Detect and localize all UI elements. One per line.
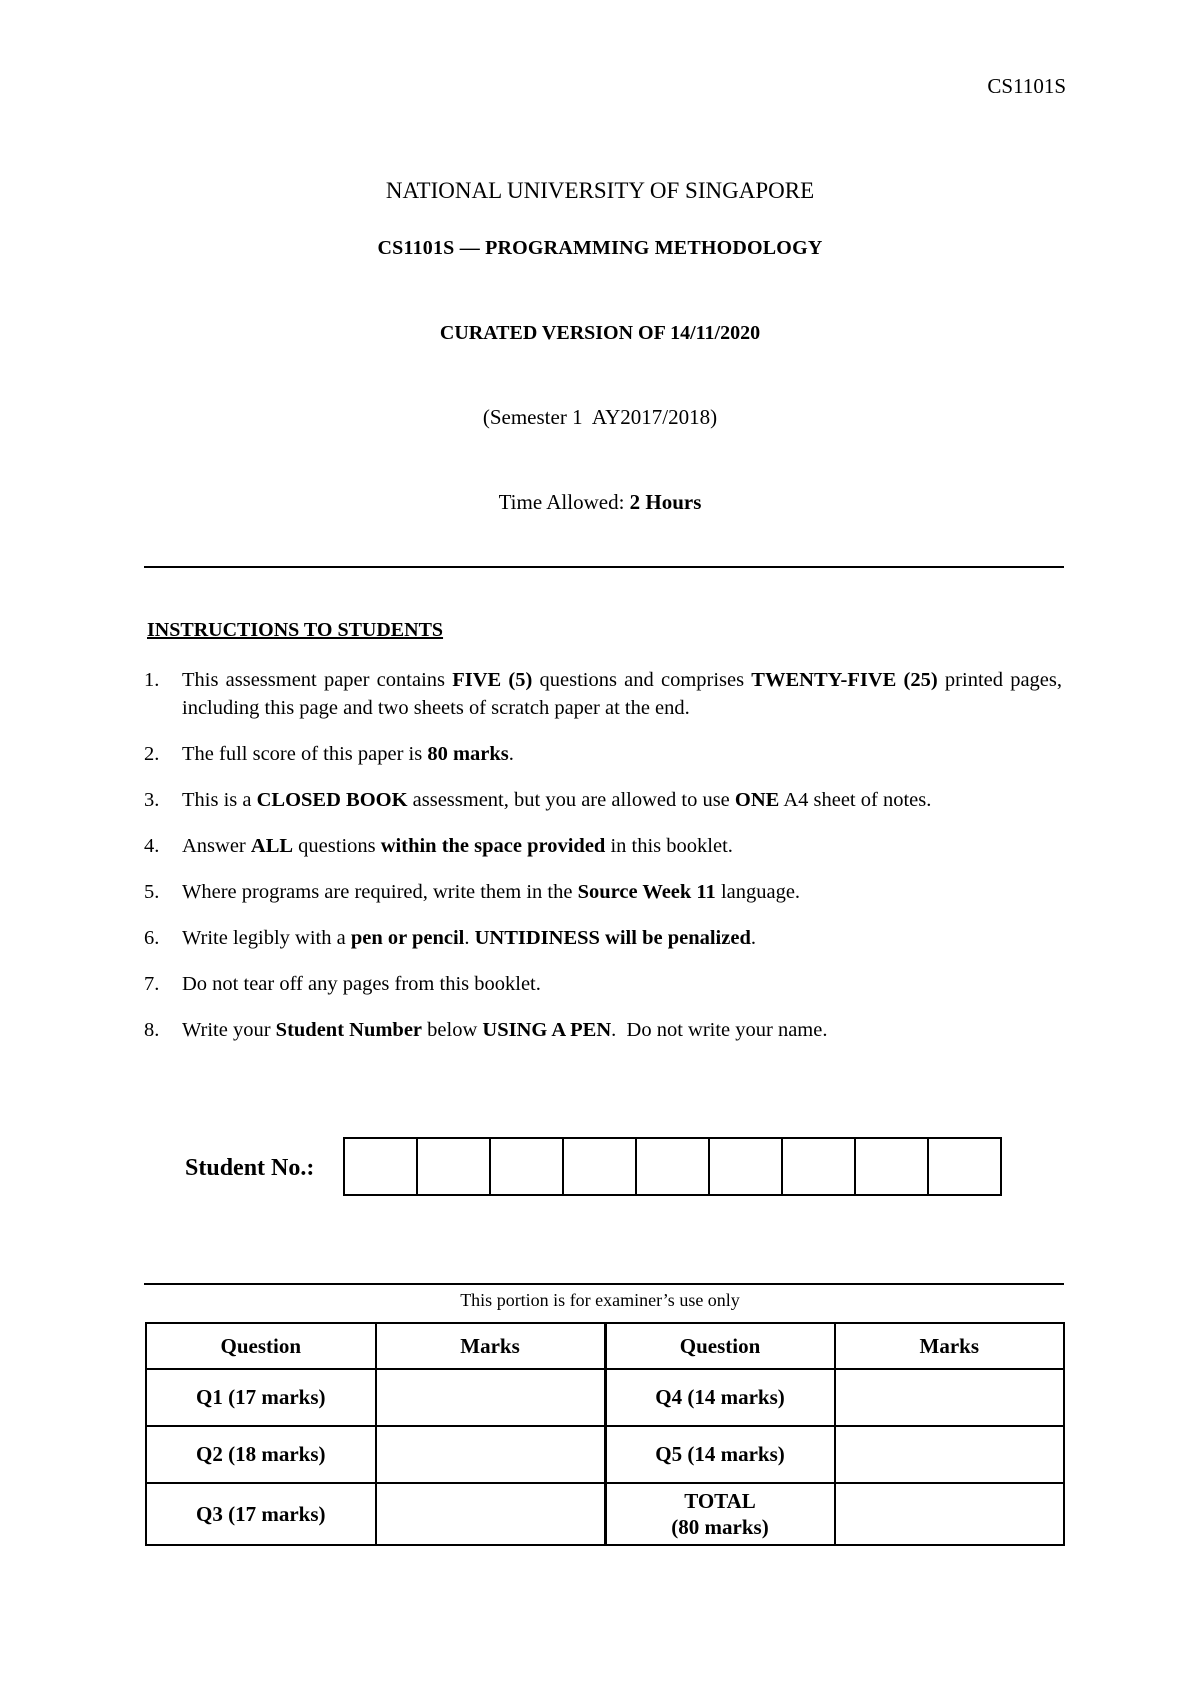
divider bbox=[144, 1283, 1064, 1285]
university-title: NATIONAL UNIVERSITY OF SINGAPORE bbox=[385, 178, 815, 203]
semester-line: (Semester 1 AY2017/2018) bbox=[482, 405, 718, 429]
instruction-item bbox=[144, 878, 1062, 906]
student-number-digit-box[interactable] bbox=[637, 1139, 710, 1194]
instruction-item bbox=[144, 924, 1062, 952]
header-marks: Marks bbox=[376, 1323, 606, 1369]
student-number-label: Student No.: bbox=[185, 1155, 315, 1181]
instruction-text: . Do not write your name. bbox=[611, 1019, 828, 1041]
instruction-text: . bbox=[750, 927, 756, 949]
instruction-item bbox=[144, 666, 1068, 722]
question-q3: Q3 (17 marks) bbox=[146, 1483, 376, 1545]
time-allowed-value: 2 Hours bbox=[629, 490, 702, 514]
student-number-digit-box[interactable] bbox=[418, 1139, 491, 1194]
student-number-digit-box[interactable] bbox=[491, 1139, 564, 1194]
total-label bbox=[605, 1483, 835, 1545]
question-q2: Q2 (18 marks) bbox=[146, 1426, 376, 1483]
instructions-heading: INSTRUCTIONS TO STUDENTS bbox=[147, 619, 444, 641]
instruction-text: assessment, but you are allowed to use bbox=[407, 789, 735, 811]
instruction-emphasis: TWENTY-FIVE (25) bbox=[751, 669, 938, 691]
instruction-text: The full score of this paper is bbox=[182, 743, 428, 765]
instruction-item bbox=[144, 1016, 1062, 1044]
instruction-number: 1. bbox=[144, 669, 160, 691]
student-number-digit-box[interactable] bbox=[564, 1139, 637, 1194]
instruction-emphasis: USING A PEN bbox=[482, 1019, 612, 1041]
marks-cell-q2 bbox=[376, 1426, 606, 1483]
instruction-emphasis: Source Week 11 bbox=[577, 881, 716, 903]
marks-cell-q1 bbox=[376, 1369, 606, 1426]
instruction-text: questions bbox=[293, 835, 381, 857]
student-number-boxes[interactable] bbox=[343, 1137, 1002, 1196]
instruction-item bbox=[144, 970, 1062, 998]
instruction-text: This assessment paper contains bbox=[182, 669, 453, 691]
instruction-emphasis: 80 marks bbox=[427, 743, 509, 765]
instruction-text: below bbox=[422, 1019, 483, 1041]
instruction-number: 5. bbox=[144, 881, 160, 903]
divider bbox=[144, 566, 1064, 568]
instruction-emphasis: CLOSED BOOK bbox=[256, 789, 408, 811]
marks-cell-q3 bbox=[376, 1483, 606, 1545]
time-allowed bbox=[0, 490, 1200, 515]
table-row bbox=[146, 1426, 1064, 1483]
instruction-text: A4 sheet of notes. bbox=[779, 789, 932, 811]
instruction-emphasis: ALL bbox=[250, 835, 294, 857]
instruction-text: Do not tear off any pages from this booklet. bbox=[182, 973, 541, 995]
table-header-row bbox=[146, 1323, 1064, 1369]
total-label-line1: TOTAL bbox=[684, 1489, 756, 1513]
instruction-item bbox=[144, 740, 1062, 768]
instruction-number: 8. bbox=[144, 1019, 160, 1041]
course-code-header: CS1101S bbox=[987, 74, 1066, 98]
instruction-text: Answer bbox=[182, 835, 251, 857]
instruction-text: in this booklet. bbox=[605, 835, 733, 857]
marks-table bbox=[145, 1322, 1065, 1546]
instruction-text: This is a bbox=[182, 789, 257, 811]
instruction-text: Where programs are required, write them in the bbox=[182, 881, 578, 903]
instructions-list bbox=[144, 666, 1068, 1062]
examiner-note: This portion is for examiner’s use only bbox=[460, 1290, 740, 1310]
instruction-text: . bbox=[464, 927, 475, 949]
marks-cell-q4 bbox=[835, 1369, 1065, 1426]
table-row bbox=[146, 1369, 1064, 1426]
student-number-digit-box[interactable] bbox=[783, 1139, 856, 1194]
instruction-text: printed pages, including this page and two sheets of scratch paper at the end. bbox=[182, 669, 1068, 719]
marks-cell-q5 bbox=[835, 1426, 1065, 1483]
header-question: Question bbox=[605, 1323, 835, 1369]
total-label-line2: (80 marks) bbox=[671, 1515, 769, 1539]
instruction-emphasis: within the space provided bbox=[380, 835, 606, 857]
header-question: Question bbox=[146, 1323, 376, 1369]
instruction-emphasis: UNTIDINESS will be penalized bbox=[474, 927, 751, 949]
question-q4: Q4 (14 marks) bbox=[605, 1369, 835, 1426]
instruction-emphasis: Student Number bbox=[275, 1019, 423, 1041]
instruction-number: 3. bbox=[144, 789, 160, 811]
marks-cell-total bbox=[835, 1483, 1065, 1545]
instruction-text: questions and comprises bbox=[532, 669, 752, 691]
instruction-text: language. bbox=[715, 881, 801, 903]
instruction-emphasis: pen or pencil bbox=[350, 927, 465, 949]
student-number-digit-box[interactable] bbox=[929, 1139, 1000, 1194]
time-allowed-label: Time Allowed: bbox=[498, 490, 630, 514]
student-number-digit-box[interactable] bbox=[710, 1139, 783, 1194]
instruction-emphasis: FIVE (5) bbox=[452, 669, 533, 691]
question-q1: Q1 (17 marks) bbox=[146, 1369, 376, 1426]
instruction-number: 7. bbox=[144, 973, 160, 995]
instruction-item bbox=[144, 832, 1062, 860]
instruction-text: Write your bbox=[182, 1019, 276, 1041]
instruction-emphasis: ONE bbox=[734, 789, 780, 811]
instruction-text: . bbox=[508, 743, 514, 765]
instruction-item bbox=[144, 786, 1062, 814]
instruction-number: 2. bbox=[144, 743, 160, 765]
course-title: CS1101S — PROGRAMMING METHODOLOGY bbox=[377, 237, 823, 259]
curated-version: CURATED VERSION OF 14/11/2020 bbox=[439, 322, 761, 344]
header-marks: Marks bbox=[835, 1323, 1065, 1369]
instruction-number: 4. bbox=[144, 835, 160, 857]
student-number-digit-box[interactable] bbox=[345, 1139, 418, 1194]
instruction-text: Write legibly with a bbox=[182, 927, 351, 949]
question-q5: Q5 (14 marks) bbox=[605, 1426, 835, 1483]
student-number-digit-box[interactable] bbox=[856, 1139, 929, 1194]
table-row bbox=[146, 1483, 1064, 1545]
instruction-number: 6. bbox=[144, 927, 160, 949]
